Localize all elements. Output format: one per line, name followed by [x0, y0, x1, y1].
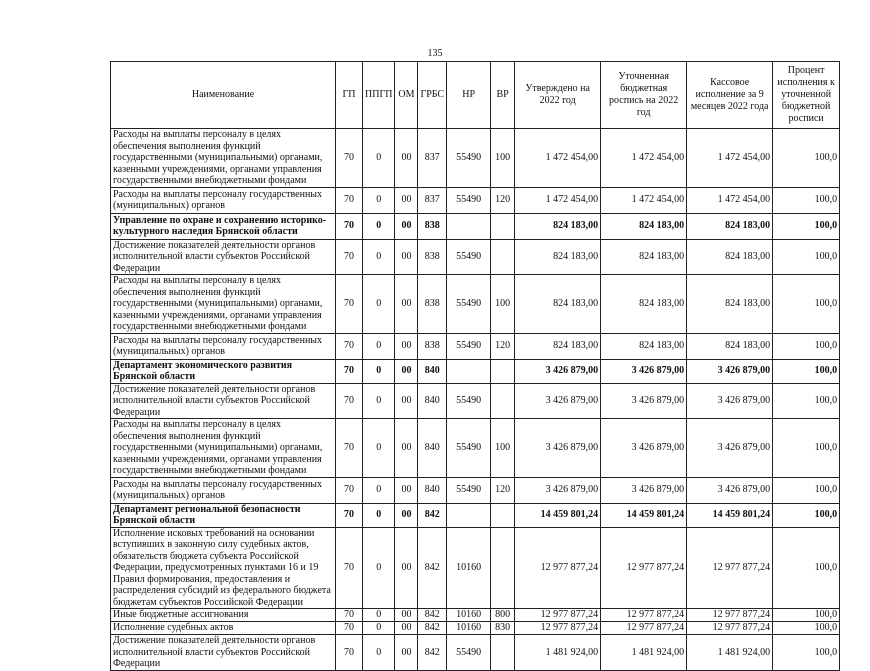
cell-refined: 1 472 454,00 — [601, 129, 687, 188]
cell-om: 00 — [395, 383, 418, 419]
cell-cash: 12 977 877,24 — [687, 527, 773, 609]
cell-name: Расходы на выплаты персоналу в целях обеспечения выполнения функций государственными (муниципальными) органами, казенными учреждениями, органами управления государственными внебюджетными фондами — [111, 275, 336, 334]
table-row — [111, 609, 840, 622]
cell-vr: 100 — [491, 419, 515, 478]
cell-om: 00 — [395, 527, 418, 609]
cell-approved: 824 183,00 — [515, 333, 601, 359]
cell-ppgp: 0 — [363, 609, 395, 622]
table-row — [111, 333, 840, 359]
cell-name: Расходы на выплаты персоналу государственных (муниципальных) органов — [111, 187, 336, 213]
cell-name: Департамент экономического развития Брянской области — [111, 359, 336, 383]
cell-om: 00 — [395, 187, 418, 213]
cell-nr: 55490 — [447, 635, 491, 671]
table-body — [111, 129, 840, 671]
cell-vr — [491, 359, 515, 383]
cell-approved: 3 426 879,00 — [515, 383, 601, 419]
cell-nr: 55490 — [447, 419, 491, 478]
cell-approved: 3 426 879,00 — [515, 419, 601, 478]
cell-ppgp: 0 — [363, 503, 395, 527]
cell-om: 00 — [395, 359, 418, 383]
cell-cash: 3 426 879,00 — [687, 383, 773, 419]
cell-gp: 70 — [336, 333, 363, 359]
cell-cash: 14 459 801,24 — [687, 503, 773, 527]
cell-percent: 100,0 — [773, 503, 840, 527]
cell-ppgp: 0 — [363, 129, 395, 188]
cell-gp: 70 — [336, 419, 363, 478]
cell-refined: 12 977 877,24 — [601, 527, 687, 609]
cell-refined: 824 183,00 — [601, 239, 687, 275]
cell-nr: 10160 — [447, 527, 491, 609]
cell-vr: 120 — [491, 187, 515, 213]
cell-vr — [491, 239, 515, 275]
cell-cash: 3 426 879,00 — [687, 419, 773, 478]
cell-ppgp: 0 — [363, 477, 395, 503]
cell-approved: 3 426 879,00 — [515, 359, 601, 383]
cell-percent: 100,0 — [773, 359, 840, 383]
cell-approved: 12 977 877,24 — [515, 527, 601, 609]
table-row — [111, 527, 840, 609]
cell-om: 00 — [395, 129, 418, 188]
cell-grbs: 837 — [418, 187, 447, 213]
cell-refined: 1 472 454,00 — [601, 187, 687, 213]
cell-cash: 824 183,00 — [687, 239, 773, 275]
cell-approved: 12 977 877,24 — [515, 609, 601, 622]
cell-percent: 100,0 — [773, 527, 840, 609]
cell-cash: 12 977 877,24 — [687, 609, 773, 622]
cell-ppgp: 0 — [363, 239, 395, 275]
cell-vr: 830 — [491, 622, 515, 635]
cell-refined: 3 426 879,00 — [601, 477, 687, 503]
cell-gp: 70 — [336, 213, 363, 239]
table-row — [111, 622, 840, 635]
cell-name: Расходы на выплаты персоналу в целях обеспечения выполнения функций государственными (муниципальными) органами, казенными учреждениями, органами управления государственными внебюджетными фондами — [111, 419, 336, 478]
cell-grbs: 840 — [418, 419, 447, 478]
cell-vr: 100 — [491, 129, 515, 188]
table-row — [111, 187, 840, 213]
cell-vr — [491, 503, 515, 527]
cell-nr: 55490 — [447, 129, 491, 188]
cell-percent: 100,0 — [773, 239, 840, 275]
cell-nr: 55490 — [447, 383, 491, 419]
cell-refined: 3 426 879,00 — [601, 359, 687, 383]
cell-ppgp: 0 — [363, 419, 395, 478]
cell-nr: 55490 — [447, 333, 491, 359]
cell-om: 00 — [395, 213, 418, 239]
cell-grbs: 842 — [418, 609, 447, 622]
cell-grbs: 840 — [418, 383, 447, 419]
cell-gp: 70 — [336, 609, 363, 622]
cell-vr: 100 — [491, 275, 515, 334]
cell-om: 00 — [395, 635, 418, 671]
cell-vr: 800 — [491, 609, 515, 622]
header-om: ОМ — [395, 62, 418, 129]
cell-om: 00 — [395, 503, 418, 527]
table-row — [111, 213, 840, 239]
cell-name: Расходы на выплаты персоналу государственных (муниципальных) органов — [111, 333, 336, 359]
cell-percent: 100,0 — [773, 419, 840, 478]
header-vr: ВР — [491, 62, 515, 129]
cell-nr: 55490 — [447, 239, 491, 275]
header-name: Наименование — [111, 62, 336, 129]
table-row — [111, 477, 840, 503]
cell-percent: 100,0 — [773, 635, 840, 671]
cell-cash: 824 183,00 — [687, 275, 773, 334]
cell-ppgp: 0 — [363, 187, 395, 213]
cell-ppgp: 0 — [363, 333, 395, 359]
cell-ppgp: 0 — [363, 275, 395, 334]
cell-nr: 10160 — [447, 609, 491, 622]
cell-approved: 824 183,00 — [515, 275, 601, 334]
cell-cash: 824 183,00 — [687, 333, 773, 359]
cell-percent: 100,0 — [773, 609, 840, 622]
cell-approved: 1 472 454,00 — [515, 129, 601, 188]
header-grbs: ГРБС — [418, 62, 447, 129]
header-gp: ГП — [336, 62, 363, 129]
cell-gp: 70 — [336, 275, 363, 334]
cell-name: Управление по охране и сохранению историко-культурного наследия Брянской области — [111, 213, 336, 239]
budget-table — [110, 61, 840, 671]
cell-refined: 1 481 924,00 — [601, 635, 687, 671]
table-row — [111, 419, 840, 478]
cell-nr — [447, 503, 491, 527]
cell-grbs: 842 — [418, 622, 447, 635]
cell-vr — [491, 213, 515, 239]
cell-gp: 70 — [336, 187, 363, 213]
cell-gp: 70 — [336, 239, 363, 275]
cell-refined: 824 183,00 — [601, 333, 687, 359]
cell-gp: 70 — [336, 635, 363, 671]
cell-cash: 3 426 879,00 — [687, 359, 773, 383]
cell-grbs: 842 — [418, 503, 447, 527]
cell-approved: 1 472 454,00 — [515, 187, 601, 213]
cell-approved: 1 481 924,00 — [515, 635, 601, 671]
cell-gp: 70 — [336, 383, 363, 419]
cell-grbs: 838 — [418, 239, 447, 275]
table-row — [111, 239, 840, 275]
cell-om: 00 — [395, 239, 418, 275]
cell-om: 00 — [395, 609, 418, 622]
cell-om: 00 — [395, 622, 418, 635]
cell-percent: 100,0 — [773, 622, 840, 635]
cell-grbs: 840 — [418, 359, 447, 383]
cell-approved: 824 183,00 — [515, 239, 601, 275]
cell-grbs: 838 — [418, 275, 447, 334]
cell-nr: 55490 — [447, 477, 491, 503]
cell-om: 00 — [395, 477, 418, 503]
cell-percent: 100,0 — [773, 477, 840, 503]
cell-name: Расходы на выплаты персоналу государственных (муниципальных) органов — [111, 477, 336, 503]
cell-ppgp: 0 — [363, 213, 395, 239]
cell-grbs: 840 — [418, 477, 447, 503]
cell-name: Достижение показателей деятельности органов исполнительной власти субъектов Российской Федерации — [111, 383, 336, 419]
cell-name: Достижение показателей деятельности органов исполнительной власти субъектов Российской Федерации — [111, 239, 336, 275]
cell-refined: 12 977 877,24 — [601, 609, 687, 622]
cell-vr — [491, 527, 515, 609]
cell-nr: 10160 — [447, 622, 491, 635]
cell-percent: 100,0 — [773, 129, 840, 188]
cell-refined: 824 183,00 — [601, 213, 687, 239]
cell-approved: 824 183,00 — [515, 213, 601, 239]
cell-grbs: 838 — [418, 333, 447, 359]
cell-percent: 100,0 — [773, 187, 840, 213]
cell-vr — [491, 383, 515, 419]
cell-percent: 100,0 — [773, 213, 840, 239]
cell-approved: 14 459 801,24 — [515, 503, 601, 527]
cell-cash: 824 183,00 — [687, 213, 773, 239]
cell-name: Департамент региональной безопасности Брянской области — [111, 503, 336, 527]
table-row — [111, 359, 840, 383]
header-percent: Процент исполнения к уточненной бюджетной росписи — [773, 62, 840, 129]
cell-ppgp: 0 — [363, 383, 395, 419]
cell-refined: 12 977 877,24 — [601, 622, 687, 635]
cell-gp: 70 — [336, 477, 363, 503]
table-header-row — [111, 62, 840, 129]
table-row — [111, 129, 840, 188]
cell-name: Исполнение исковых требований на основании вступивших в законную силу судебных актов, обязательств бюджета субъекта Российской Федерации, предусмотренных пунктами 16 и 19 Правил формирования, предоставления и распределения субсидий из федерального бюджета бюджетам субъектов Российской Федерации — [111, 527, 336, 609]
cell-ppgp: 0 — [363, 635, 395, 671]
cell-gp: 70 — [336, 622, 363, 635]
header-ppgp: ППГП — [363, 62, 395, 129]
cell-name: Исполнение судебных актов — [111, 622, 336, 635]
cell-refined: 14 459 801,24 — [601, 503, 687, 527]
cell-percent: 100,0 — [773, 333, 840, 359]
cell-name: Иные бюджетные ассигнования — [111, 609, 336, 622]
cell-om: 00 — [395, 275, 418, 334]
cell-nr: 55490 — [447, 275, 491, 334]
cell-om: 00 — [395, 419, 418, 478]
table-row — [111, 275, 840, 334]
cell-percent: 100,0 — [773, 275, 840, 334]
cell-grbs: 837 — [418, 129, 447, 188]
cell-name: Расходы на выплаты персоналу в целях обеспечения выполнения функций государственными (муниципальными) органами, казенными учреждениями, органами управления государственными внебюджетными фондами — [111, 129, 336, 188]
cell-grbs: 842 — [418, 635, 447, 671]
cell-approved: 3 426 879,00 — [515, 477, 601, 503]
cell-nr: 55490 — [447, 187, 491, 213]
cell-cash: 1 481 924,00 — [687, 635, 773, 671]
cell-nr — [447, 359, 491, 383]
cell-gp: 70 — [336, 359, 363, 383]
cell-refined: 3 426 879,00 — [601, 419, 687, 478]
table-row — [111, 503, 840, 527]
cell-gp: 70 — [336, 129, 363, 188]
cell-cash: 1 472 454,00 — [687, 129, 773, 188]
cell-grbs: 842 — [418, 527, 447, 609]
cell-cash: 1 472 454,00 — [687, 187, 773, 213]
header-nr: НР — [447, 62, 491, 129]
cell-vr: 120 — [491, 477, 515, 503]
cell-ppgp: 0 — [363, 359, 395, 383]
page-number: 135 — [427, 48, 443, 59]
cell-om: 00 — [395, 333, 418, 359]
cell-ppgp: 0 — [363, 622, 395, 635]
cell-ppgp: 0 — [363, 527, 395, 609]
header-cash: Кассовое исполнение за 9 месяцев 2022 года — [687, 62, 773, 129]
cell-cash: 12 977 877,24 — [687, 622, 773, 635]
cell-percent: 100,0 — [773, 383, 840, 419]
cell-refined: 824 183,00 — [601, 275, 687, 334]
cell-refined: 3 426 879,00 — [601, 383, 687, 419]
cell-approved: 12 977 877,24 — [515, 622, 601, 635]
table-row — [111, 383, 840, 419]
cell-cash: 3 426 879,00 — [687, 477, 773, 503]
cell-nr — [447, 213, 491, 239]
header-refined: Уточненная бюджетная роспись на 2022 год — [601, 62, 687, 129]
cell-gp: 70 — [336, 527, 363, 609]
header-approved: Утверждено на 2022 год — [515, 62, 601, 129]
cell-name: Достижение показателей деятельности органов исполнительной власти субъектов Российской Федерации — [111, 635, 336, 671]
cell-gp: 70 — [336, 503, 363, 527]
cell-grbs: 838 — [418, 213, 447, 239]
cell-vr: 120 — [491, 333, 515, 359]
